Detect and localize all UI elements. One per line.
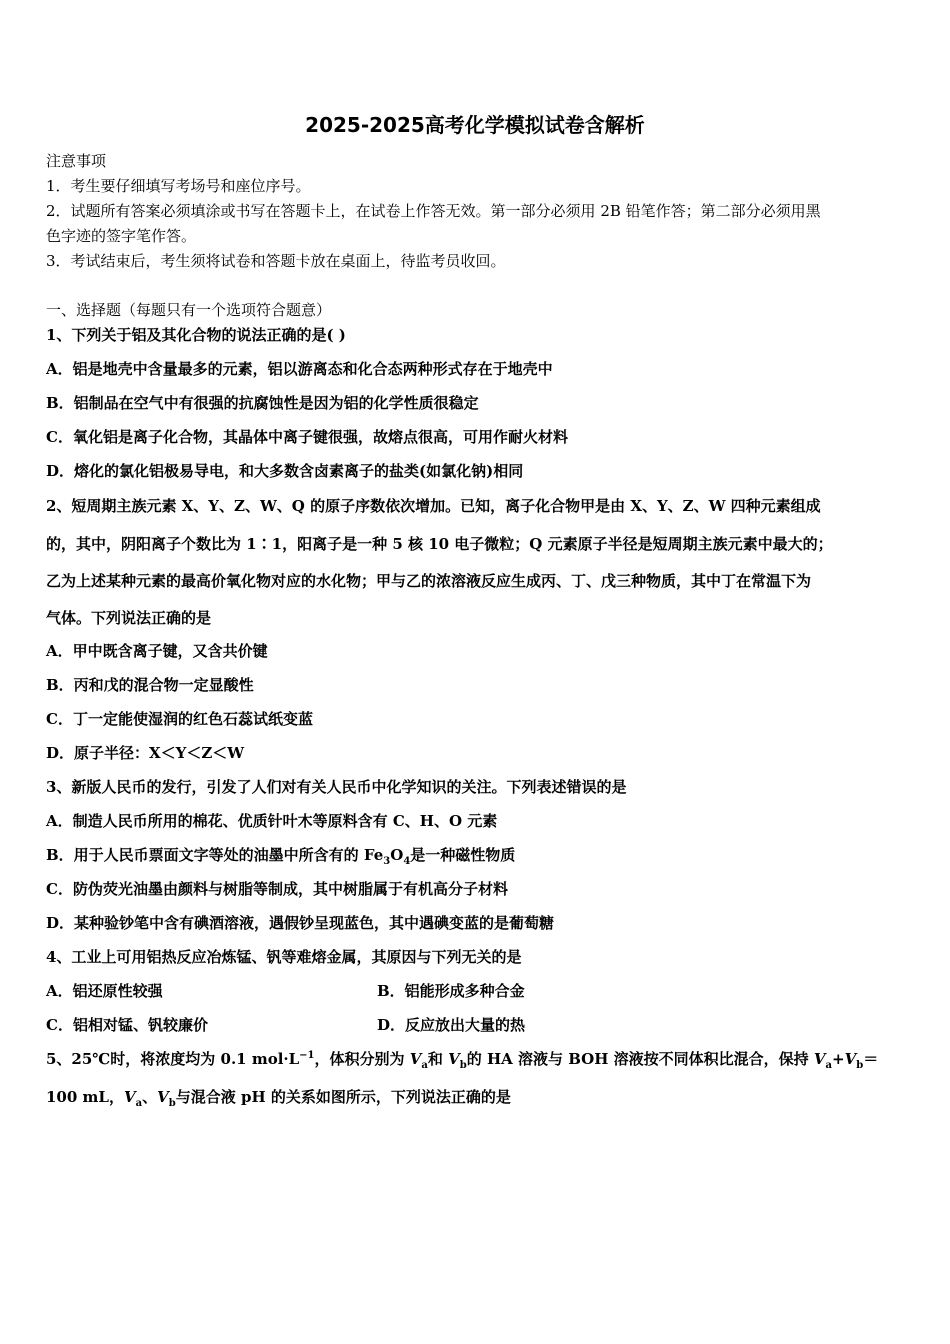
q5-equals: ＝ — [863, 1050, 879, 1068]
q5-va-symbol-3: V — [123, 1088, 136, 1106]
q3-option-c: C．防伪荧光油墨由颜料与树脂等制成，其中树脂属于有机高分子材料 — [46, 880, 508, 898]
q2-stem-line-2: 的，其中，阴阳离子个数比为 1∶1，阳离子是一种 5 核 10 电子微粒；Q 元素原子半径是短周期主族元素中最大的； — [46, 535, 833, 553]
q5-vb-symbol-2: V — [844, 1050, 857, 1068]
q3-option-b-text: B．用于人民币票面文字等处的油墨中所含有的 Fe — [46, 846, 384, 864]
q2-stem-line-1: 2、短周期主族元素 X、Y、Z、W、Q 的原子序数依次增加。已知，离子化合物甲是由 X、Y、Z、W 四种元素组成 — [46, 497, 821, 515]
q5-text-3: 和 — [427, 1050, 449, 1068]
q2-stem-line-4: 气体。下列说法正确的是 — [46, 609, 212, 627]
q3-option-a: A．制造人民币所用的棉花、优质针叶木等原料含有 C、H、O 元素 — [46, 812, 498, 830]
notice-heading: 注意事项 — [46, 152, 107, 170]
q5-va-symbol-2: V — [813, 1050, 826, 1068]
q2-option-a: A．甲中既含离子键，又含共价键 — [46, 642, 268, 660]
notice-item-2-cont: 色字迹的签字笔作答。 — [46, 227, 197, 245]
q5-text-5: 与混合液 pH 的关系如图所示，下列说法正确的是 — [175, 1088, 511, 1106]
q5-text-4: 的 HA 溶液与 BOH 溶液按不同体积比混合，保持 — [466, 1050, 814, 1068]
q5-text-2: ，体积分别为 — [314, 1050, 410, 1068]
section-heading: 一、选择题（每题只有一个选项符合题意） — [46, 301, 332, 319]
q2-stem-line-3: 乙为上述某种元素的最高价氧化物对应的水化物；甲与乙的浓溶液反应生成丙、丁、戊三种物质，其中丁在常温下为 — [46, 572, 812, 590]
q1-option-b: B．铝制品在空气中有很强的抗腐蚀性是因为铝的化学性质很稳定 — [46, 394, 479, 412]
q5-unit-exponent: −1 — [299, 1050, 315, 1061]
q1-option-d: D．熔化的氯化铝极易导电，和大多数含卤素离子的盐类(如氯化钠)相同 — [46, 462, 524, 480]
q5-vb-symbol-3: V — [157, 1088, 169, 1106]
q5-text-1: 5、25℃时，将浓度均为 0.1 mol·L — [46, 1050, 300, 1068]
q5-vb-symbol: V — [448, 1050, 460, 1068]
q5-va-sub-3: a — [135, 1098, 143, 1109]
q2-option-b: B．丙和戊的混合物一定显酸性 — [46, 676, 254, 694]
q5-vb-sub-2: b — [856, 1060, 864, 1071]
q5-va-sub-2: a — [825, 1060, 832, 1071]
q3-option-b-rest: 是一种磁性物质 — [410, 846, 516, 864]
q1-stem: 1、下列关于铝及其化合物的说法正确的是( ) — [46, 326, 346, 344]
q4-option-b: B．铝能形成多种合金 — [377, 982, 525, 1000]
q4-stem: 4、工业上可用铝热反应冶炼锰、钒等难熔金属，其原因与下列无关的是 — [46, 948, 522, 966]
q3-oxygen: O — [390, 846, 404, 864]
q5-va-symbol: V — [409, 1050, 422, 1068]
q3-option-d: D．某种验钞笔中含有碘酒溶液，遇假钞呈现蓝色，其中遇碘变蓝的是葡萄糖 — [46, 914, 555, 932]
q5-plus: + — [832, 1050, 845, 1068]
q5-stem-line-2 — [46, 1086, 511, 1108]
q5-va-sub: a — [421, 1060, 428, 1071]
notice-item-1: 1．考生要仔细填写考场号和座位序号。 — [46, 177, 311, 195]
q4-option-d: D．反应放出大量的热 — [377, 1016, 526, 1034]
q5-volume-total: 100 mL， — [46, 1088, 124, 1106]
q3-subscript-4: 4 — [403, 856, 411, 867]
q5-separator: 、 — [142, 1088, 158, 1106]
q2-option-c: C．丁一定能使湿润的红色石蕊试纸变蓝 — [46, 710, 313, 728]
q1-option-a: A．铝是地壳中含量最多的元素，铝以游离态和化合态两种形式存在于地壳中 — [46, 360, 553, 378]
q3-option-b — [46, 844, 515, 866]
q1-option-c: C．氧化铝是离子化合物，其晶体中离子键很强，故熔点很高，可用作耐火材料 — [46, 428, 568, 446]
q2-option-d: D．原子半径：X＜Y＜Z＜W — [46, 744, 245, 762]
q5-vb-sub: b — [459, 1060, 467, 1071]
q3-stem: 3、新版人民币的发行，引发了人们对有关人民币中化学知识的关注。下列表述错误的是 — [46, 778, 627, 796]
notice-item-2: 2．试题所有答案必须填涂或书写在答题卡上，在试卷上作答无效。第一部分必须用 2B 铅笔作答；第二部分必须用黑 — [46, 202, 821, 220]
q4-option-c: C．铝相对锰、钒较廉价 — [46, 1016, 208, 1034]
q5-vb-sub-3: b — [168, 1098, 176, 1109]
q5-stem-line-1 — [46, 1048, 878, 1070]
page-title: 2025-2025高考化学模拟试卷含解析 — [305, 113, 645, 137]
q3-subscript-3: 3 — [383, 856, 391, 867]
q4-option-a: A．铝还原性较强 — [46, 982, 163, 1000]
notice-item-3: 3．考试结束后，考生须将试卷和答题卡放在桌面上，待监考员收回。 — [46, 252, 506, 270]
